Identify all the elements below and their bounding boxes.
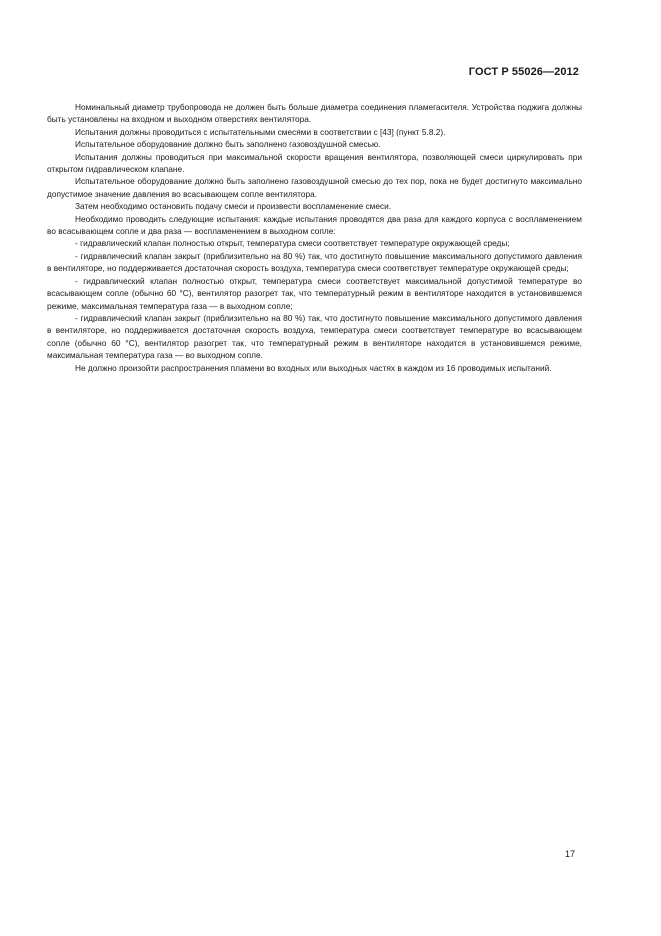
list-item-valve-closed-ambient: - гидравлический клапан закрыт (приблизительно на 80 %) так, что достигнуто повышение максимального допустимого давления в вентиляторе, но поддерживается достаточная скорость воздуха, температура смеси соответствует температуре окружающей среды; xyxy=(47,250,582,274)
paragraph-fill-equipment: Испытательное оборудование должно быть заполнено газовоздушной смесью. xyxy=(75,139,381,150)
paragraph-required-tests: Необходимо проводить следующие испытания: каждые испытания проводятся два раза для каждого корпуса с воспламенением во всасывающем сопле и два раза — воспламенением в выходном сопле: xyxy=(47,213,582,237)
page-number: 17 xyxy=(564,849,575,859)
paragraph-stop-and-ignite: Затем необходимо остановить подачу смеси и произвести воспламенение смеси. xyxy=(75,201,392,212)
paragraph-pipe-diameter: Номинальный диаметр трубопровода не должен быть больше диаметра соединения пламегасителя. Устройства поджига должны быть установлены на входном и выходном отверстиях вентилятора. xyxy=(47,102,582,125)
document-body xyxy=(47,101,582,374)
paragraph-max-speed: Испытания должны проводиться при максимальной скорости вращения вентилятора, позволяющей смеси циркулировать при открытом гидравлическом клапане. xyxy=(47,151,582,175)
paragraph-no-flame-propagation: Не должно произойти распространения пламени во входных или выходных частях в каждом из 16 проводимых испытаний. xyxy=(75,362,552,373)
paragraph-fill-until-pressure: Испытательное оборудование должно быть заполнено газовоздушной смесью до тех пор, пока не будет достигнуто максимально допустимое значение давления во всасывающем сопле вентилятора. xyxy=(47,176,582,199)
paragraph-test-mixtures: Испытания должны проводиться с испытательными смесями в соответствии с [43] (пункт 5.8.2). xyxy=(75,126,446,137)
list-item-valve-open-max-temp: - гидравлический клапан полностью открыт, температура смеси соответствует максимальной допустимой температуре во всасывающем сопле (обычно 60 °С), вентилятор разогрет так, что температурный режим в вентиляторе находится в установившемся режиме, максимальная температура газа — в выходном сопле; xyxy=(47,275,582,311)
standard-code-header: ГОСТ Р 55026—2012 xyxy=(468,66,579,78)
list-item-valve-open-ambient: - гидравлический клапан полностью открыт, температура смеси соответствует температуре окружающей среды; xyxy=(75,238,510,249)
list-item-valve-closed-suction-temp: - гидравлический клапан закрыт (приблизительно на 80 %) так, что достигнуто повышение максимального допустимого давления в вентиляторе, но поддерживается достаточная скорость воздуха, температура смеси соответствует температуре во всасывающем сопле (обычно 60 °С), вентилятор разогрет так, что температурный режим в вентиляторе находится в установившемся режиме, максимальная температура газа — во выходном сопле. xyxy=(47,312,582,361)
